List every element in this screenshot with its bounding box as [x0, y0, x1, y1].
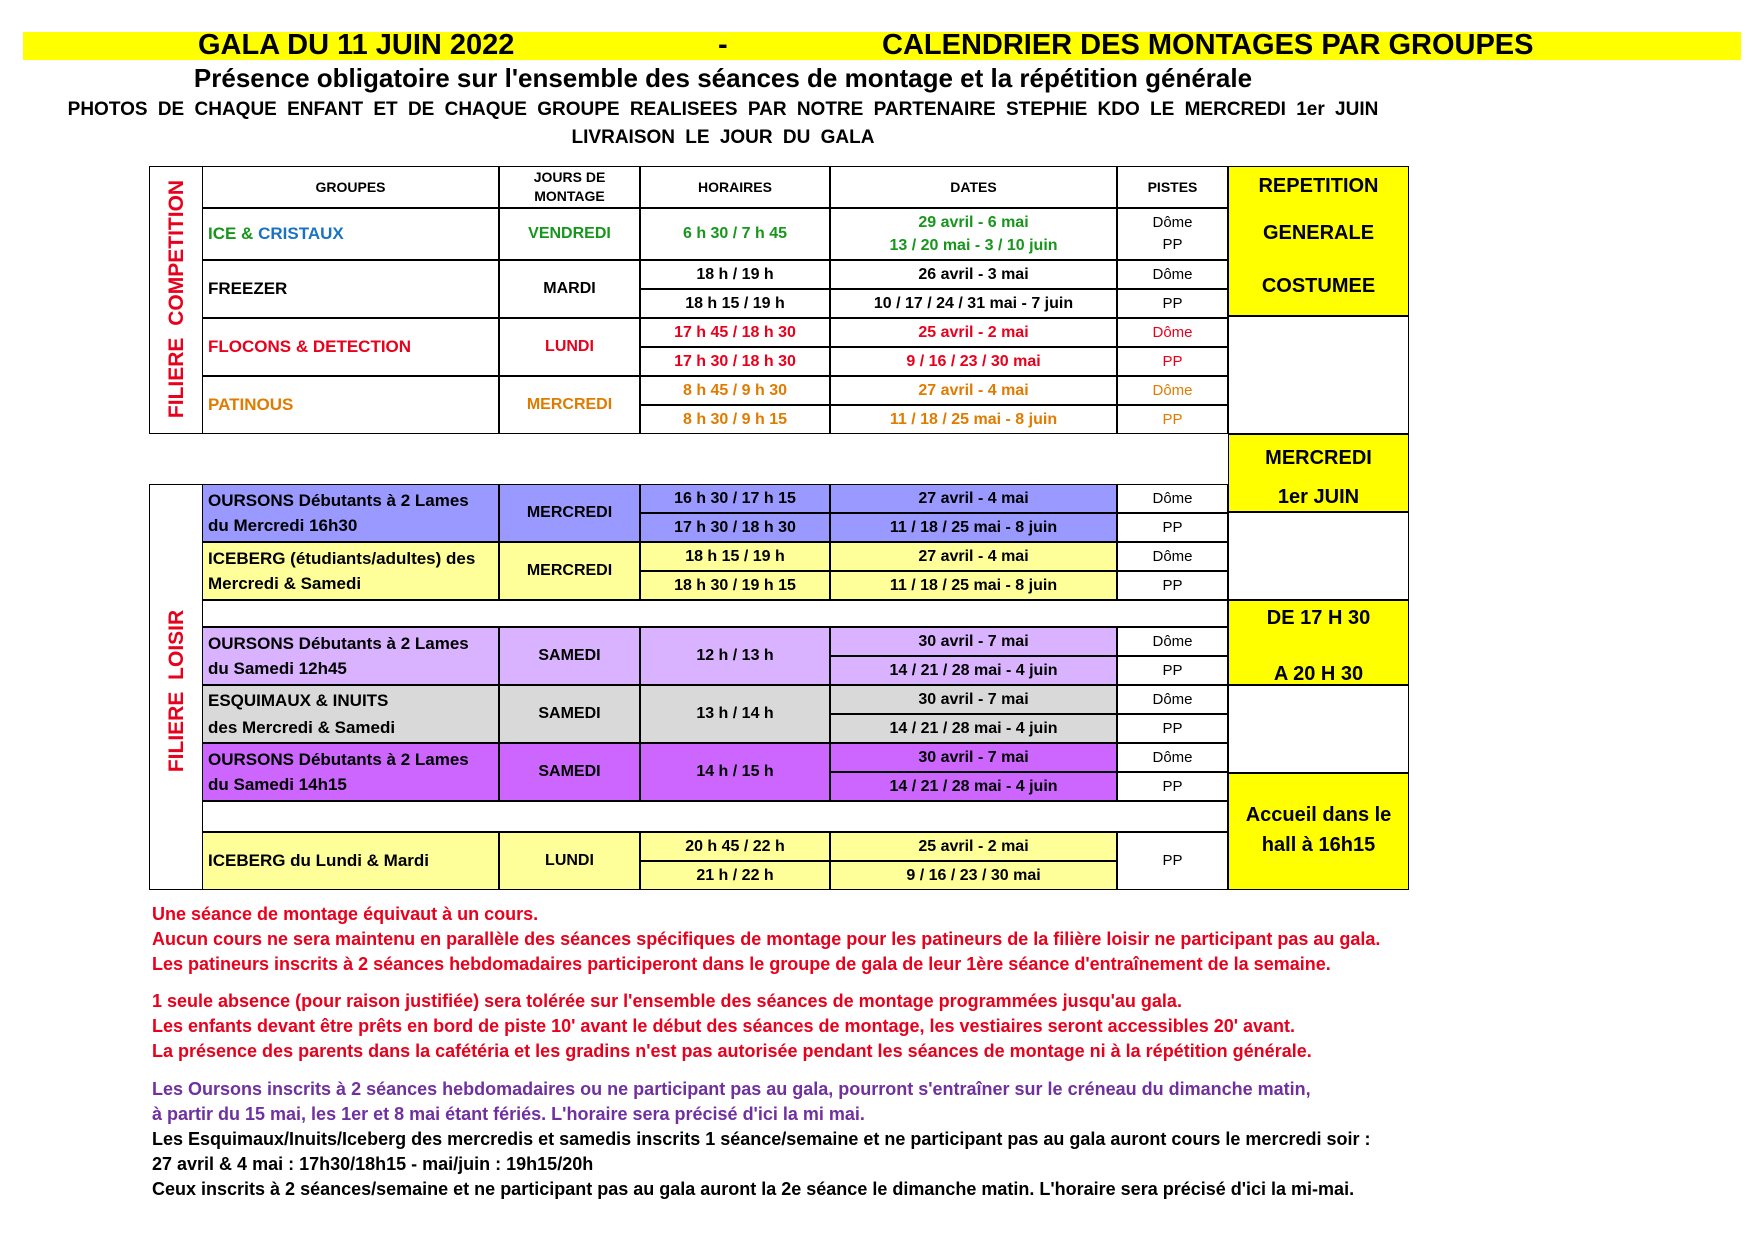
note-purple-1: Les Oursons inscrits à 2 séances hebdomadaires ou ne participant pas au gala, pourront s'entraîner sur le créneau du dimanche matin, — [152, 1079, 1311, 1099]
side-to: A 20 H 30 — [1273, 663, 1364, 685]
flocons-dates-1: 25 avril - 2 mai — [830, 318, 1117, 347]
oursons-sam1-time: 12 h / 13 h — [640, 627, 830, 685]
note-red-3: Les patineurs inscrits à 2 séances hebdomadaires participeront dans le groupe de gala de leur 1ère séance d'entraînement de la semaine. — [152, 954, 1331, 974]
ice-piste-line2: PP — [1162, 236, 1183, 253]
note-red-1: Une séance de montage équivaut à un cours. — [152, 904, 539, 924]
iceberg-lun-time-1: 20 h 45 / 22 h — [640, 832, 830, 861]
oursons-sam2-day: SAMEDI — [499, 743, 640, 801]
filiere-competition-cell — [149, 166, 203, 434]
patinous-time-1: 8 h 45 / 9 h 30 — [640, 376, 830, 405]
side-repetition: REPETITION — [1258, 175, 1379, 197]
note-black-1: Les Esquimaux/Inuits/Iceberg des mercredis et samedis inscrits 1 séance/semaine et ne participant pas au gala auront cours le mercredi soir : — [152, 1129, 1371, 1149]
esquimaux-name-line1: ESQUIMAUX & INUITS — [208, 691, 389, 710]
freezer-dates-1: 26 avril - 3 mai — [830, 260, 1117, 289]
side-from: DE 17 H 30 — [1266, 607, 1371, 629]
patinous-time-2: 8 h 30 / 9 h 15 — [640, 405, 830, 434]
group-ice-name: ICE & — [208, 224, 254, 243]
esquimaux-day: SAMEDI — [499, 685, 640, 743]
side-accueil-line2: hall à 16h15 — [1261, 834, 1376, 856]
flocons-day: LUNDI — [499, 318, 640, 376]
note-black-3: Ceux inscrits à 2 séances/semaine et ne participant pas au gala auront la 2e séance le dimanche matin. L'horaire sera précisé d'ici la mi-mai. — [152, 1179, 1355, 1199]
freezer-time-2: 18 h 15 / 19 h — [640, 289, 830, 318]
oursons-mer-piste-2: PP — [1117, 513, 1228, 542]
group-esquimaux-inuits — [202, 685, 499, 743]
esquimaux-piste-1: Dôme — [1117, 685, 1228, 714]
note-red-4: 1 seule absence (pour raison justifiée) sera tolérée sur l'ensemble des séances de montage programmées jusqu'au gala. — [152, 991, 1182, 1011]
group-patinous: PATINOUS — [202, 376, 499, 434]
col-header-dates: DATES — [830, 166, 1117, 208]
oursons-sam2-piste-2: PP — [1117, 772, 1228, 801]
esquimaux-piste-2: PP — [1117, 714, 1228, 743]
note-purple-2: à partir du 15 mai, les 1er et 8 mai étant fériés. L'horaire sera précisé d'ici la mi mai. — [152, 1104, 865, 1124]
date-block — [1228, 434, 1409, 512]
flocons-piste-1: Dôme — [1117, 318, 1228, 347]
note-red-5: Les enfants devant être prêts en bord de piste 10' avant le début des séances de montage, les vestiaires seront accessibles 20' avant. — [152, 1016, 1296, 1036]
patinous-piste-2: PP — [1117, 405, 1228, 434]
group-iceberg-lundi-mardi: ICEBERG du Lundi & Mardi — [202, 832, 499, 890]
iceberg-mer-dates-2: 11 / 18 / 25 mai - 8 juin — [830, 571, 1117, 600]
iceberg-mer-time-2: 18 h 30 / 19 h 15 — [640, 571, 830, 600]
side-mercredi: MERCREDI — [1265, 447, 1372, 469]
oursons-sam2-time: 14 h / 15 h — [640, 743, 830, 801]
side-accueil-line1: Accueil dans le — [1245, 804, 1392, 826]
oursons-sam2-name-line2: du Samedi 14h15 — [208, 775, 347, 794]
title-dash: - — [718, 29, 728, 61]
freezer-piste-2: PP — [1117, 289, 1228, 318]
side-generale: GENERALE — [1262, 222, 1375, 244]
freezer-time-1: 18 h / 19 h — [640, 260, 830, 289]
ice-pistes — [1117, 208, 1228, 260]
title-gala: GALA DU 11 JUIN 2022 — [198, 29, 515, 61]
patinous-dates-1: 27 avril - 4 mai — [830, 376, 1117, 405]
esquimaux-dates-1: 30 avril - 7 mai — [830, 685, 1117, 714]
spacer-row — [202, 600, 1228, 627]
oursons-sam1-name-line2: du Samedi 12h45 — [208, 659, 347, 678]
patinous-day: MERCREDI — [499, 376, 640, 434]
col-header-jours — [499, 166, 640, 208]
iceberg-mer-name-line2: Mercredi & Samedi — [208, 574, 362, 593]
flocons-time-1: 17 h 45 / 18 h 30 — [640, 318, 830, 347]
iceberg-mer-dates-1: 27 avril - 4 mai — [830, 542, 1117, 571]
delivery-notice: LIVRAISON LE JOUR DU GALA — [571, 127, 875, 148]
oursons-sam1-piste-2: PP — [1117, 656, 1228, 685]
iceberg-lun-piste: PP — [1117, 832, 1228, 890]
group-flocons-detection: FLOCONS & DETECTION — [202, 318, 499, 376]
oursons-mer-dates-2: 11 / 18 / 25 mai - 8 juin — [830, 513, 1117, 542]
col-header-pistes: PISTES — [1117, 166, 1228, 208]
oursons-mer-time-2: 17 h 30 / 18 h 30 — [640, 513, 830, 542]
subtitle: Présence obligatoire sur l'ensemble des séances de montage et la répétition générale — [193, 63, 1253, 93]
col-header-groupes: GROUPES — [202, 166, 499, 208]
oursons-sam2-dates-2: 14 / 21 / 28 mai - 4 juin — [830, 772, 1117, 801]
group-cristaux-name: CRISTAUX — [258, 224, 344, 243]
ice-dates — [830, 208, 1117, 260]
iceberg-lun-dates-2: 9 / 16 / 23 / 30 mai — [830, 861, 1117, 890]
iceberg-lun-day: LUNDI — [499, 832, 640, 890]
oursons-sam1-piste-1: Dôme — [1117, 627, 1228, 656]
note-red-6: La présence des parents dans la cafétéria et les gradins n'est pas autorisée pendant les séances de montage ni à la répétition générale. — [152, 1041, 1312, 1061]
freezer-piste-1: Dôme — [1117, 260, 1228, 289]
ice-day: VENDREDI — [499, 208, 640, 260]
filiere-competition-label: FILIERE COMPETITION — [165, 179, 188, 419]
accueil-block — [1228, 773, 1409, 890]
ice-time: 6 h 30 / 7 h 45 — [640, 208, 830, 260]
flocons-dates-2: 9 / 16 / 23 / 30 mai — [830, 347, 1117, 376]
side-blank — [1228, 316, 1409, 434]
oursons-mer-dates-1: 27 avril - 4 mai — [830, 484, 1117, 513]
time-block — [1228, 600, 1409, 685]
note-black-2: 27 avril & 4 mai : 17h30/18h15 - mai/juin : 19h15/20h — [152, 1154, 594, 1174]
iceberg-lun-time-2: 21 h / 22 h — [640, 861, 830, 890]
iceberg-mer-name-line1: ICEBERG (étudiants/adultes) des — [208, 549, 476, 568]
oursons-mer-time-1: 16 h 30 / 17 h 15 — [640, 484, 830, 513]
flocons-time-2: 17 h 30 / 18 h 30 — [640, 347, 830, 376]
esquimaux-time: 13 h / 14 h — [640, 685, 830, 743]
group-oursons-samedi-1245 — [202, 627, 499, 685]
iceberg-mer-piste-2: PP — [1117, 571, 1228, 600]
oursons-sam1-dates-2: 14 / 21 / 28 mai - 4 juin — [830, 656, 1117, 685]
iceberg-mer-piste-1: Dôme — [1117, 542, 1228, 571]
side-blank — [1228, 512, 1409, 600]
freezer-day: MARDI — [499, 260, 640, 318]
side-blank — [1228, 685, 1409, 773]
repetition-generale-block — [1228, 166, 1409, 316]
group-ice-cristaux — [202, 208, 499, 260]
photos-notice: PHOTOS DE CHAQUE ENFANT ET DE CHAQUE GROUPE REALISEES PAR NOTRE PARTENAIRE STEPHIE KDO LE MERCREDI 1er JUIN — [67, 99, 1379, 120]
col-header-horaires: HORAIRES — [640, 166, 830, 208]
ice-piste-line1: Dôme — [1152, 214, 1193, 231]
oursons-sam1-dates-1: 30 avril - 7 mai — [830, 627, 1117, 656]
oursons-sam1-name-line1: OURSONS Débutants à 2 Lames — [208, 634, 469, 653]
spacer-row — [202, 801, 1228, 832]
side-date: 1er JUIN — [1277, 486, 1360, 508]
oursons-sam2-dates-1: 30 avril - 7 mai — [830, 743, 1117, 772]
flocons-piste-2: PP — [1117, 347, 1228, 376]
oursons-sam2-piste-1: Dôme — [1117, 743, 1228, 772]
col-header-jours-line2: MONTAGE — [534, 188, 605, 204]
patinous-dates-2: 11 / 18 / 25 mai - 8 juin — [830, 405, 1117, 434]
oursons-mer-day: MERCREDI — [499, 484, 640, 542]
filiere-loisir-label: FILIERE LOISIR — [165, 609, 188, 773]
group-iceberg-mercredi — [202, 542, 499, 600]
oursons-mer-piste-1: Dôme — [1117, 484, 1228, 513]
oursons-mer-name-line1: OURSONS Débutants à 2 Lames — [208, 491, 469, 510]
filiere-loisir-cell — [149, 484, 203, 890]
title-calendar: CALENDRIER DES MONTAGES PAR GROUPES — [882, 29, 1534, 61]
group-oursons-mercredi — [202, 484, 499, 542]
oursons-sam2-name-line1: OURSONS Débutants à 2 Lames — [208, 750, 469, 769]
esquimaux-dates-2: 14 / 21 / 28 mai - 4 juin — [830, 714, 1117, 743]
iceberg-mer-time-1: 18 h 15 / 19 h — [640, 542, 830, 571]
note-red-2: Aucun cours ne sera maintenu en parallèle des séances spécifiques de montage pour les patineurs de la filière loisir ne participant pas au gala. — [152, 929, 1381, 949]
iceberg-mer-day: MERCREDI — [499, 542, 640, 600]
group-freezer: FREEZER — [202, 260, 499, 318]
esquimaux-name-line2: des Mercredi & Samedi — [208, 718, 396, 737]
col-header-jours-line1: JOURS DE — [533, 169, 606, 185]
patinous-piste-1: Dôme — [1117, 376, 1228, 405]
ice-dates-line1: 29 avril - 6 mai — [918, 214, 1029, 231]
iceberg-lun-dates-1: 25 avril - 2 mai — [830, 832, 1117, 861]
oursons-sam1-day: SAMEDI — [499, 627, 640, 685]
side-costumee: COSTUMEE — [1261, 275, 1376, 297]
oursons-mer-name-line2: du Mercredi 16h30 — [208, 516, 358, 535]
ice-dates-line2: 13 / 20 mai - 3 / 10 juin — [889, 237, 1058, 254]
freezer-dates-2: 10 / 17 / 24 / 31 mai - 7 juin — [830, 289, 1117, 318]
group-oursons-samedi-1415 — [202, 743, 499, 801]
